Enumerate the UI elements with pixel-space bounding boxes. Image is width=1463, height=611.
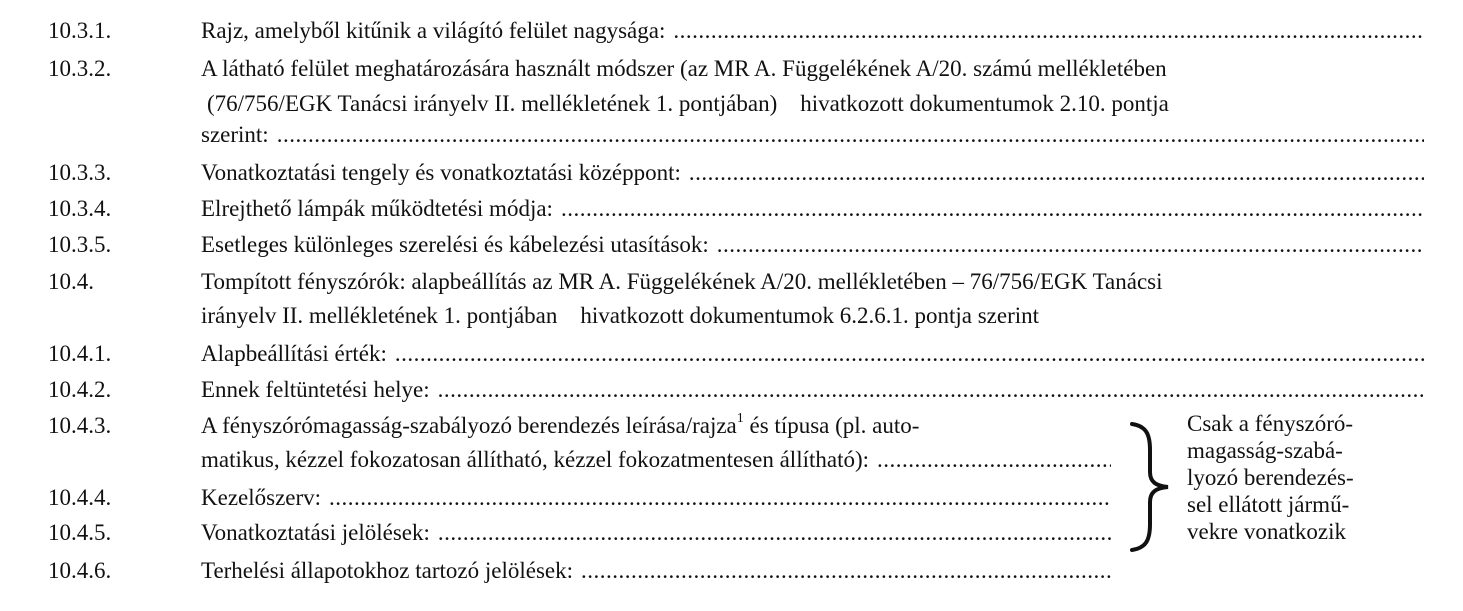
item-label: Kezelőszerv: xyxy=(201,485,322,510)
curly-brace-icon xyxy=(1128,420,1174,554)
item-label: Ennek feltüntetési helye: xyxy=(201,377,430,402)
dotted-leader xyxy=(581,557,1111,584)
side-note xyxy=(1187,410,1427,545)
dotted-leader xyxy=(438,519,1111,546)
footnote-marker: 1 xyxy=(736,411,744,427)
form-row-continuation xyxy=(0,121,1463,148)
item-number: 10.3.3. xyxy=(48,160,112,185)
item-label-line: irányelv II. mellékletének 1. pontjában hivatkozott dokumentumok 6.2.6.1. pontja szerint xyxy=(201,303,1040,328)
form-row xyxy=(0,231,1463,258)
item-number: 10.4. xyxy=(48,269,94,294)
form-row xyxy=(0,340,1463,367)
fill-line xyxy=(201,121,1424,148)
dotted-leader xyxy=(717,231,1424,258)
fill-line xyxy=(201,340,1424,367)
fill-line xyxy=(201,557,1111,584)
side-note-line: lyozó berendezés- xyxy=(1187,465,1354,490)
fill-line xyxy=(201,159,1424,186)
fill-line xyxy=(201,446,1111,473)
item-number: 10.4.1. xyxy=(48,341,112,366)
side-note-line: magasság-szabá- xyxy=(1187,438,1343,463)
item-label: Esetleges különleges szerelési és kábelezési utasítások: xyxy=(201,232,709,257)
item-label-line xyxy=(201,412,919,439)
dotted-leader xyxy=(689,159,1424,186)
item-number: 10.3.5. xyxy=(48,232,112,257)
item-label-line: Tompított fényszórók: alapbeállítás az MR A. Függelékének A/20. mellékletében – 76/756/EGK Tanácsi xyxy=(201,269,1163,294)
dotted-leader xyxy=(329,484,1111,511)
side-note-line: vekre vonatkozik xyxy=(1187,519,1347,544)
fill-line xyxy=(201,17,1424,44)
dotted-leader xyxy=(277,121,1424,148)
form-row xyxy=(0,195,1463,222)
fill-line xyxy=(201,231,1424,258)
item-number: 10.3.4. xyxy=(48,196,112,221)
form-row xyxy=(0,268,1463,295)
item-number: 10.3.2. xyxy=(48,56,112,81)
side-note-line: Csak a fényszóró- xyxy=(1187,411,1354,436)
item-number: 10.4.2. xyxy=(48,377,112,402)
fill-line xyxy=(201,376,1424,403)
dotted-leader xyxy=(561,195,1424,222)
dotted-leader xyxy=(395,340,1424,367)
item-label-part: A fényszórómagasság-szabályozó berendezés leírása/rajza xyxy=(201,413,737,438)
item-number: 10.3.1. xyxy=(48,18,112,43)
fill-line xyxy=(201,519,1111,546)
item-number: 10.4.6. xyxy=(48,558,112,583)
item-label: Elrejthető lámpák működtetési módja: xyxy=(201,196,553,221)
side-note-line: sel ellátott jármű- xyxy=(1187,492,1350,517)
dotted-leader xyxy=(438,376,1424,403)
form-row-continuation xyxy=(0,90,1463,117)
item-number: 10.4.4. xyxy=(48,485,112,510)
dotted-leader xyxy=(673,17,1424,44)
item-number: 10.4.3. xyxy=(48,413,112,438)
item-label-line: A látható felület meghatározására használt módszer (az MR A. Függelékének A/20. számú mellékletében xyxy=(201,56,1167,81)
form-row xyxy=(0,17,1463,44)
fill-line xyxy=(201,195,1424,222)
form-row-continuation xyxy=(0,302,1463,329)
form-row xyxy=(0,55,1463,82)
item-label-part: és típusa (pl. auto- xyxy=(743,413,920,438)
item-label-line: szerint: xyxy=(201,122,269,147)
item-label: Vonatkoztatási jelölések: xyxy=(201,520,430,545)
item-label: Alapbeállítási érték: xyxy=(201,341,387,366)
form-row xyxy=(0,376,1463,403)
form-row xyxy=(0,159,1463,186)
item-label: Terhelési állapotokhoz tartozó jelölések: xyxy=(201,558,573,583)
item-label: Rajz, amelyből kitűnik a világító felület nagysága: xyxy=(201,18,666,43)
item-label-line: matikus, kézzel fokozatosan állítható, kézzel fokozatmentesen állítható): xyxy=(201,447,870,472)
item-label-line: (76/756/EGK Tanácsi irányelv II. mellékletének 1. pontjában) hivatkozott dokumentumok 2.10. pontja xyxy=(207,91,1169,116)
item-label: Vonatkoztatási tengely és vonatkoztatási középpont: xyxy=(201,160,681,185)
item-number: 10.4.5. xyxy=(48,520,112,545)
form-row xyxy=(0,557,1463,584)
dotted-leader xyxy=(877,446,1111,473)
fill-line xyxy=(201,484,1111,511)
